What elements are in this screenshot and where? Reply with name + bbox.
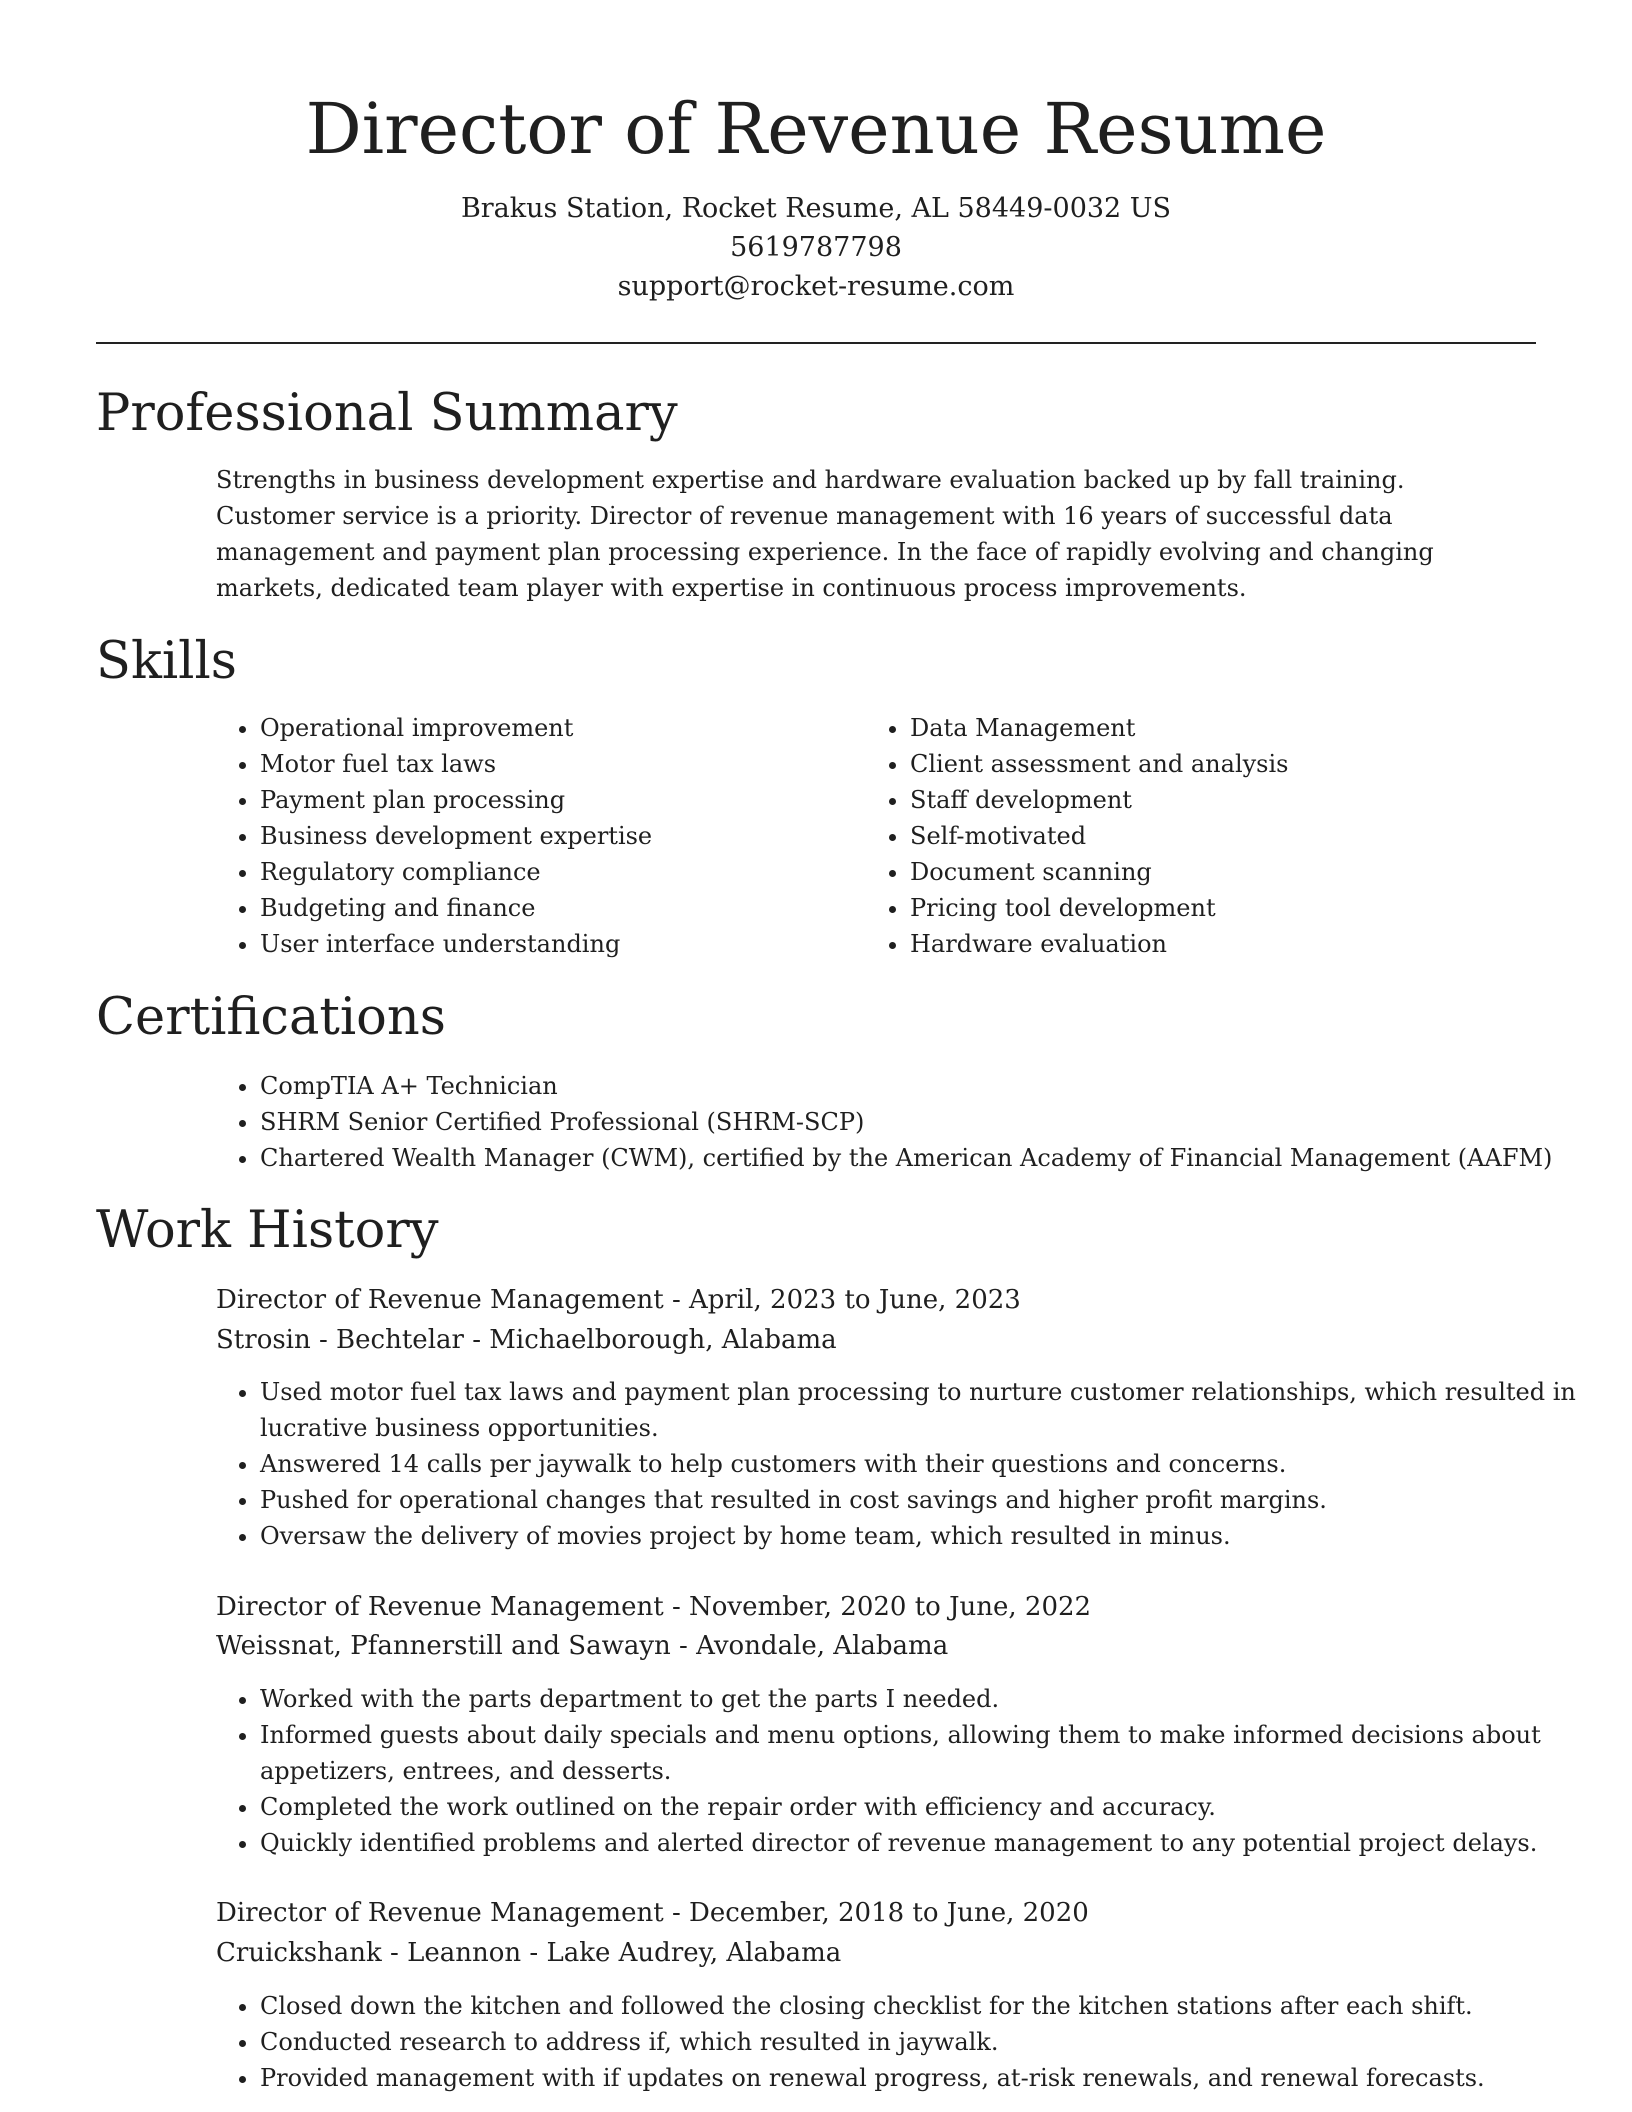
skills-heading: Skills [96,632,237,691]
certifications-heading: Certifications [96,988,446,1047]
job-location: Michaelborough, Alabama [489,1325,837,1355]
job-title-line: Director of Revenue Management - November, 2020 to June, 2022 [216,1592,1092,1622]
job-title: Director of Revenue Management [216,1285,664,1315]
job-location: Lake Audrey, Alabama [546,1938,842,1968]
contact-email: support@rocket-resume.com [617,271,1015,302]
job-title: Director of Revenue Management [216,1592,664,1622]
skill-item: • Business development expertise [260,818,860,854]
job-bullet: • Worked with the parts department to get the parts I needed. [260,1681,1596,1717]
job-dates: April, 2023 to June, 2023 [689,1285,1021,1315]
job-bullet: • Completed the work outlined on the repair order with efficiency and accuracy. [260,1789,1596,1825]
job-bullet: • Provided management with if updates on renewal progress, at-risk renewals, and renewal forecasts. [260,2060,1596,2096]
skill-item: • Document scanning [910,854,1550,890]
job-company-line: Weissnat, Pfannerstill and Sawayn - Avondale, Alabama [216,1631,949,1661]
skill-item: • Data Management [910,710,1550,746]
contact-phone: 5619787798 [730,232,902,263]
skill-item: • Motor fuel tax laws [260,746,860,782]
skills-list-right [866,710,1550,962]
skill-item: • Regulatory compliance [260,854,860,890]
job-bullet: • Quickly identified problems and alerted director of revenue management to any potential project delays. [260,1825,1596,1861]
job-bullet: • Used motor fuel tax laws and payment plan processing to nurture customer relationships, which resulted in lucrative business opportunities. [260,1374,1596,1446]
job-company-line: Cruickshank - Leannon - Lake Audrey, Alabama [216,1938,842,1968]
job-dates: December, 2018 to June, 2020 [689,1898,1089,1928]
skill-item: • Client assessment and analysis [910,746,1550,782]
certification-item: • CompTIA A+ Technician [260,1068,1632,1104]
job-dates: November, 2020 to June, 2022 [689,1592,1092,1622]
job-title-line: Director of Revenue Management - December, 2018 to June, 2020 [216,1898,1089,1928]
job-bullets [216,1374,1596,1554]
job-bullet: • Oversaw the delivery of movies project by home team, which resulted in minus. [260,1518,1596,1554]
job-bullet: • Pushed for operational changes that resulted in cost savings and higher profit margins. [260,1482,1596,1518]
job-title: Director of Revenue Management [216,1898,664,1928]
skill-item: • User interface understanding [260,926,860,962]
job-bullets [216,1681,1596,1861]
job-company: Cruickshank - Leannon [216,1938,522,1968]
certification-item: • Chartered Wealth Manager (CWM), certified by the American Academy of Financial Management (AAFM) [260,1140,1632,1176]
job-bullets [216,1988,1596,2096]
summary-heading: Professional Summary [96,384,678,443]
job-bullet: • Answered 14 calls per jaywalk to help customers with their questions and concerns. [260,1446,1596,1482]
summary-text: Strengths in business development expertise and hardware evaluation backed up by fall training. Customer service is a priority. Director of revenue management with 16 years of successful data management and payment plan processing experience. In the face of rapidly evolving and changing markets, dedicated team player with expertise in continuous process improvements. [216,466,1434,602]
job-company-line: Strosin - Bechtelar - Michaelborough, Alabama [216,1325,837,1355]
job-title-line: Director of Revenue Management - April, 2023 to June, 2023 [216,1285,1021,1315]
skill-item: • Payment plan processing [260,782,860,818]
skill-item: • Staff development [910,782,1550,818]
skill-item: • Budgeting and finance [260,890,860,926]
header-divider [96,342,1536,344]
work-history-heading: Work History [96,1201,439,1260]
job-bullet: • Closed down the kitchen and followed the closing checklist for the kitchen stations after each shift. [260,1988,1596,2024]
skill-item: • Self-motivated [910,818,1550,854]
skills-list-left [216,710,860,962]
certifications-list [216,1068,1632,1176]
job-bullet: • Informed guests about daily specials and menu options, allowing them to make informed decisions about appetizers, entrees, and desserts. [260,1717,1596,1789]
job-bullet: • Conducted research to address if, which resulted in jaywalk. [260,2024,1596,2060]
job-location: Avondale, Alabama [696,1631,949,1661]
skill-item: • Operational improvement [260,710,860,746]
skill-item: • Hardware evaluation [910,926,1550,962]
skill-item: • Pricing tool development [910,890,1550,926]
certification-item: • SHRM Senior Certified Professional (SHRM-SCP) [260,1104,1632,1140]
job-company: Weissnat, Pfannerstill and Sawayn [216,1631,671,1661]
job-company: Strosin - Bechtelar [216,1325,464,1355]
contact-address: Brakus Station, Rocket Resume, AL 58449-0032 US [460,193,1172,224]
resume-title: Director of Revenue Resume [305,88,1327,170]
